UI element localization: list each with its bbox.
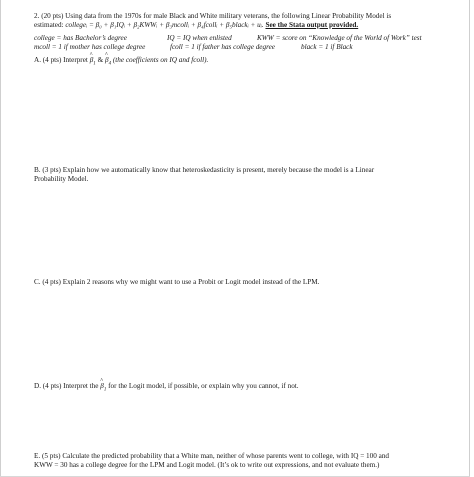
question-a <box>34 56 454 65</box>
question-c-line-1: C. (4 pts) Explain 2 reasons why we might want to use a Probit or Logit model instead of the LPM. <box>34 278 320 286</box>
def-mcoll: mcoll = 1 if mother has college degree <box>34 43 146 51</box>
beta-1-hat-logit: ^ $\beta_1$ <box>100 382 106 390</box>
question-b-line-2: Probability Model. <box>34 175 89 183</box>
question-e-line-1: E. (5 pts) Calculate the predicted probability that a White man, neither of whose parents went to college, with IQ = 100 and <box>34 452 390 460</box>
question-d-suffix: for the Logit model, if possible, or explain why you cannot, if not. <box>106 382 299 390</box>
def-black: black = 1 if Black <box>301 43 353 51</box>
question-d <box>34 382 454 391</box>
question-a-suffix: (the coefficients on IQ and fcoll). <box>111 56 209 64</box>
question-a-prefix: A. (4 pts) Interpret <box>34 56 90 64</box>
intro-prefix: estimated: <box>34 21 66 29</box>
question-e <box>34 452 454 470</box>
question-d-prefix: D. (4 pts) Interpret the <box>34 382 101 390</box>
page-right-border <box>469 0 470 477</box>
variable-definitions <box>34 32 454 52</box>
def-kww: KWW = score on “Knowledge of the World of Work” test <box>257 34 422 42</box>
stata-output-note: See the Stata output provided. <box>265 21 359 29</box>
beta-4-hat: ^ $\beta_4$ <box>105 56 111 64</box>
question-intro <box>34 12 454 30</box>
question-b-line-1: B. (3 pts) Explain how we automatically know that heteroskedasticity is present, merely because the model is a Linear <box>34 166 375 174</box>
def-fcoll: fcoll = 1 if father has college degree <box>170 43 275 51</box>
question-e-line-2: KWW = 30 has a college degree for the LPM and Logit model. (It’s ok to write out expressions, and not evaluate them.) <box>34 461 380 469</box>
intro-line-1: 2. (20 pts) Using data from the 1970s for male Black and White military veterans, the following Linear Probability Model is <box>34 12 392 20</box>
def-college: college = has Bachelor’s degree <box>34 34 127 42</box>
question-c <box>34 278 454 287</box>
def-iq: IQ = IQ when enlisted <box>167 34 232 42</box>
document-page <box>34 12 454 52</box>
question-b <box>34 166 454 184</box>
page-left-border <box>0 0 1 477</box>
model-equation: collegeᵢ = β₀ + β₁IQᵢ + β₂KWWᵢ + β₃mcollᵢ + β₄fcollᵢ + β₅blackᵢ + uᵢ. <box>65 21 264 29</box>
question-a-amp: & <box>95 56 105 64</box>
beta-1-hat: ^ $\beta_1$ <box>90 56 96 64</box>
intro-line-2 <box>34 21 454 30</box>
